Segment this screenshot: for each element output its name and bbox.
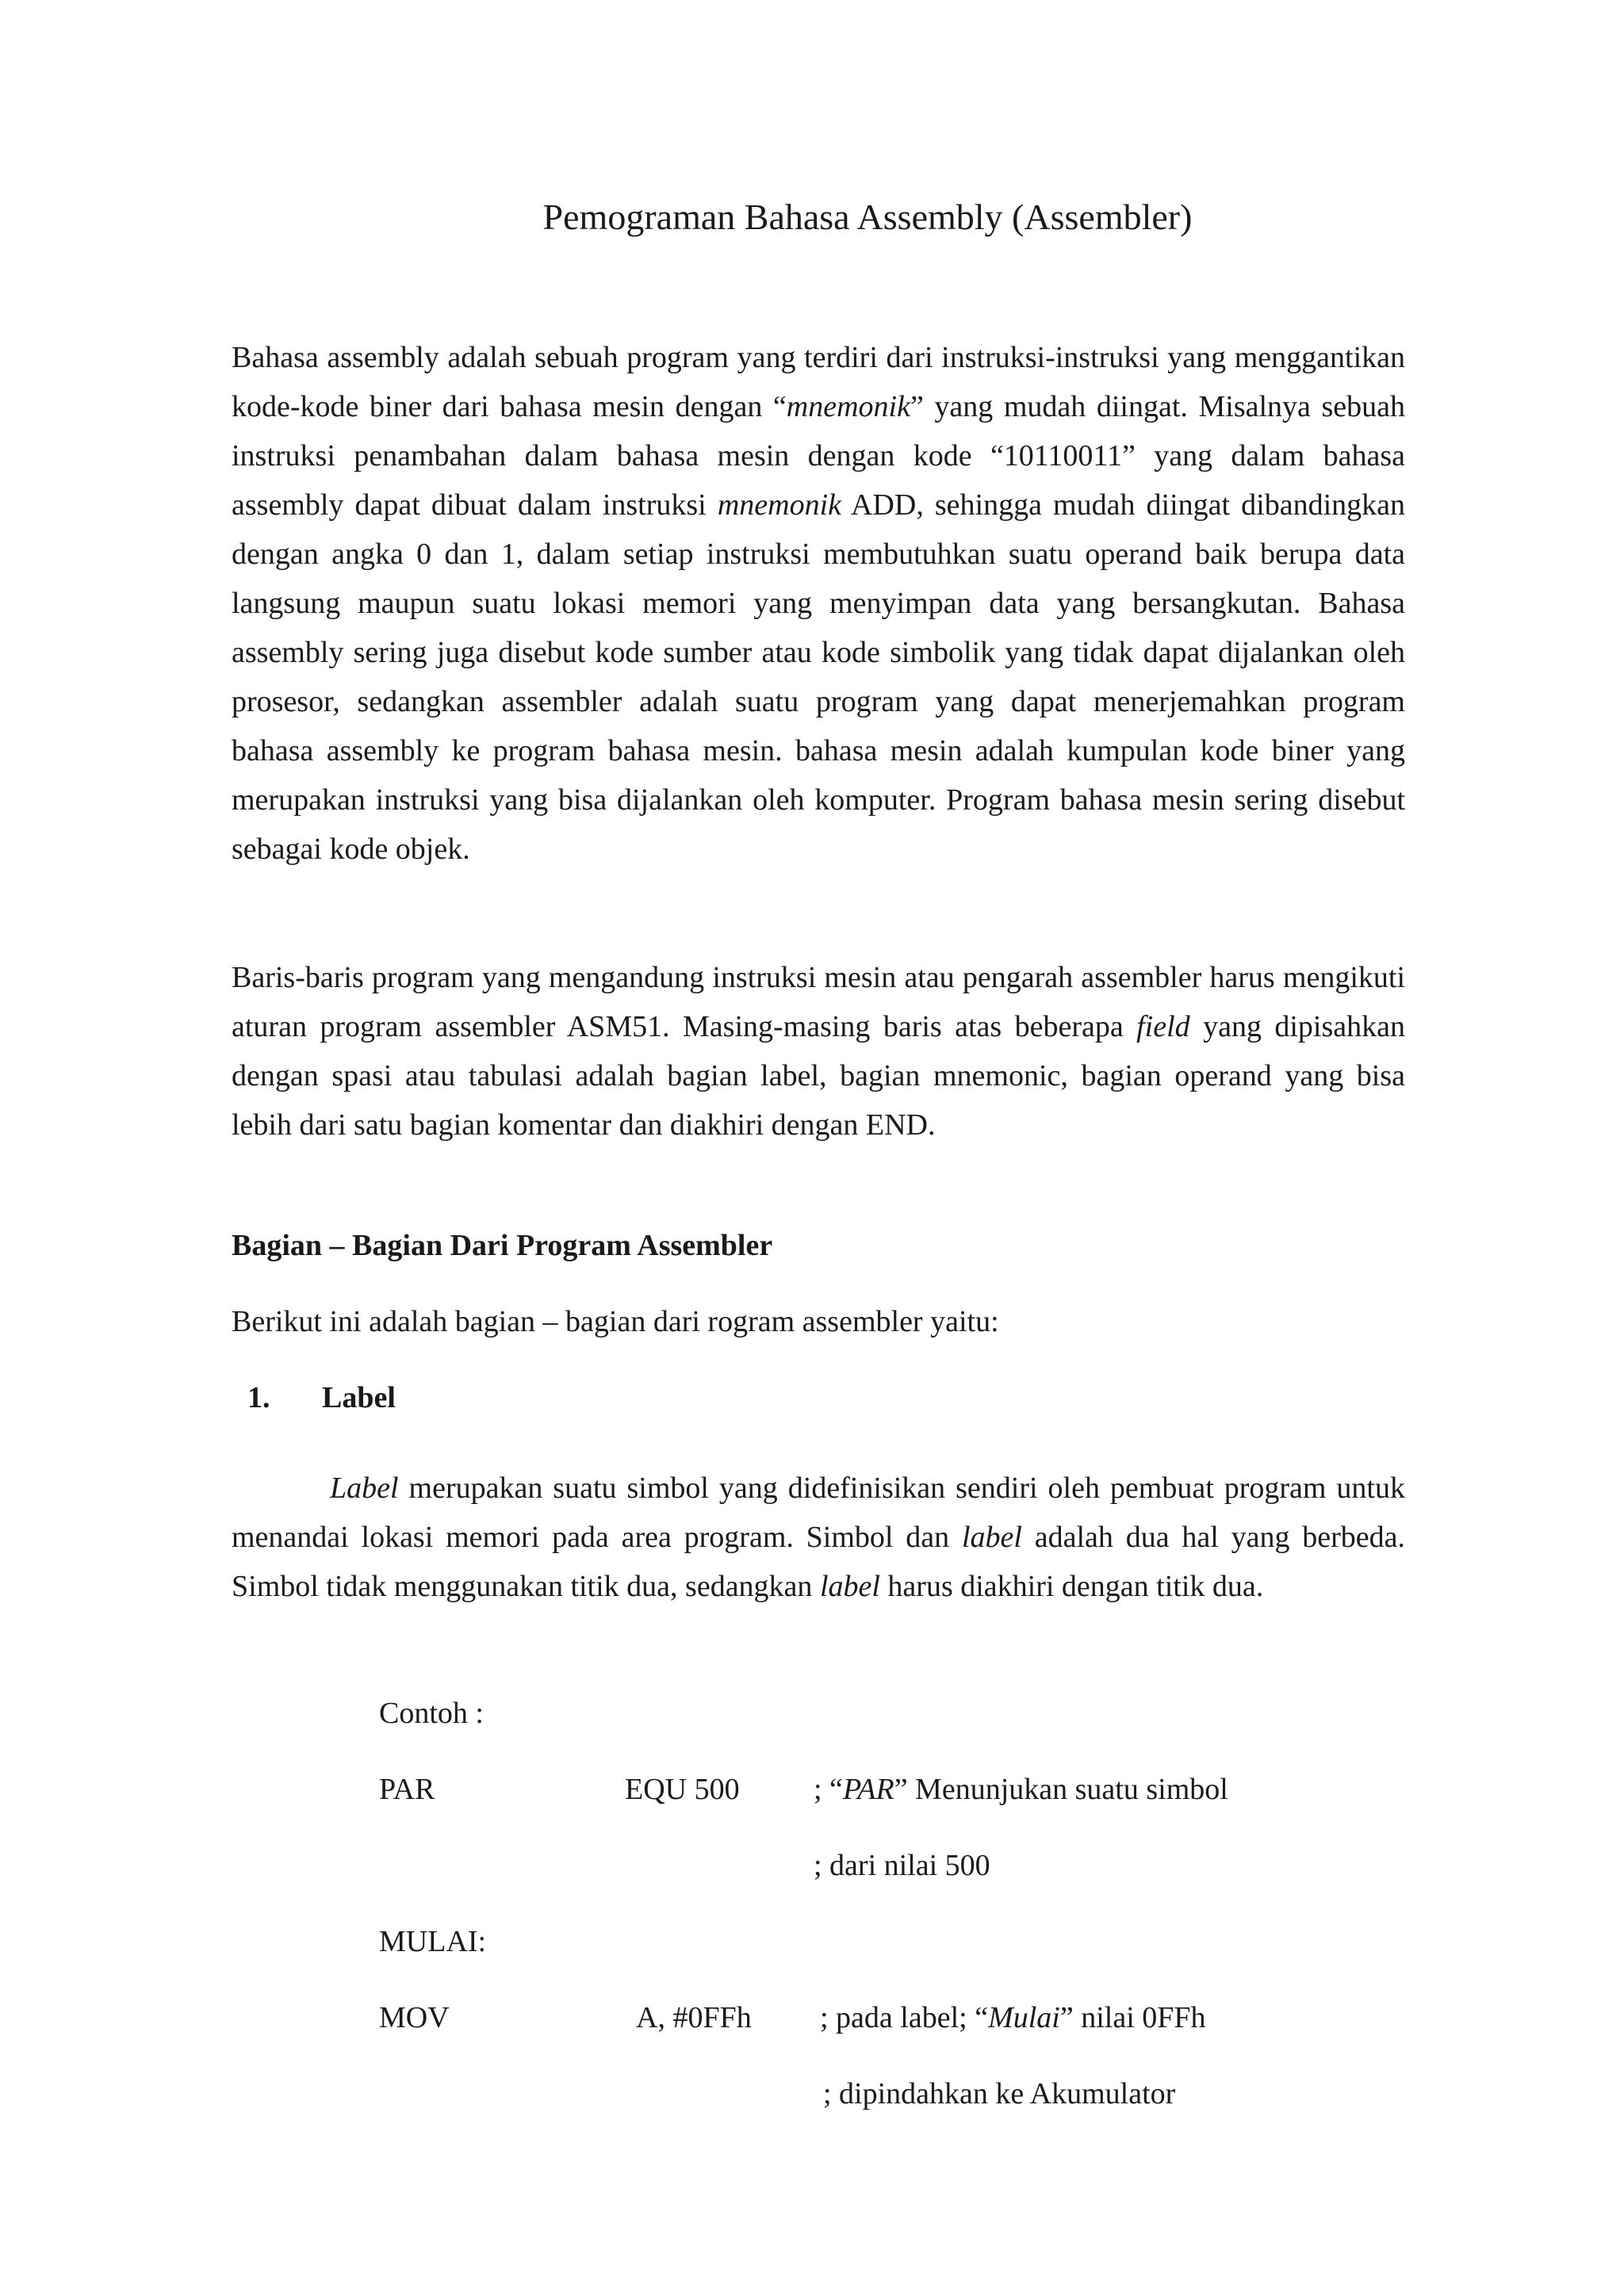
code-label-par: PAR xyxy=(379,1773,435,1806)
paragraph-label-definition xyxy=(232,1464,1405,1611)
paragraph-text: Bahasa assembly adalah sebuah program yang terdiri dari instruksi-instruksi yang menggantikan kode-kode biner dari bahasa mesin dengan “ xyxy=(232,341,1405,423)
paragraph-text: harus diakhiri dengan titik dua. xyxy=(879,1570,1264,1603)
paragraph-text: merupakan suatu simbol yang didefinisikan sendiri oleh pembuat program untuk menandai lokasi memori pada area program. Simbol dan xyxy=(232,1471,1405,1554)
paragraph-text: yang dipisahkan dengan spasi atau tabulasi adalah bagian label, bagian mnemonic, bagian operand yang bisa lebih dari satu bagian komentar dan diakhiri dengan END. xyxy=(232,1010,1405,1142)
section-heading: Bagian – Bagian Dari Program Assembler xyxy=(232,1229,773,1262)
emphasis-label: Label xyxy=(330,1471,399,1505)
paragraph-text: adalah dua hal yang berbeda. Simbol tidak menggunakan titik dua, sedangkan xyxy=(232,1521,1405,1603)
emphasis-field: field xyxy=(1136,1010,1190,1043)
comment-text: ; “ xyxy=(814,1773,843,1806)
paragraph-text: ” yang mudah diingat. Misalnya sebuah instruksi penambahan dalam bahasa mesin dengan kode “10110011” yang dalam bahasa assembly dapat dibuat dalam instruksi xyxy=(232,390,1405,522)
comment-text: ; pada label; “ xyxy=(820,2001,989,2034)
paragraph-program-lines xyxy=(232,953,1405,1150)
code-label-mulai: MULAI: xyxy=(379,1925,487,1958)
paragraph-text: Baris-baris program yang mengandung instruksi mesin atau pengarah assembler harus mengikuti aturan program assembler ASM51. Masing-masing baris atas beberapa xyxy=(232,961,1405,1043)
code-comment xyxy=(820,1993,1206,2042)
document-title: Pemograman Bahasa Assembly (Assembler) xyxy=(542,197,1193,237)
emphasis-label: label xyxy=(961,1521,1022,1554)
emphasis-mnemonik: mnemonik xyxy=(717,488,842,522)
list-item-label: Label xyxy=(322,1381,396,1414)
code-comment xyxy=(814,1765,1228,1814)
emphasis-label: label xyxy=(819,1570,880,1603)
comment-emphasis: PAR xyxy=(842,1773,894,1806)
code-comment: ; dari nilai 500 xyxy=(814,1849,990,1882)
comment-text: ” nilai 0FFh xyxy=(1059,2001,1206,2034)
section-intro: Berikut ini adalah bagian – bagian dari rogram assembler yaitu: xyxy=(232,1305,999,1338)
comment-emphasis: Mulai xyxy=(988,2001,1060,2034)
paragraph-assembly-definition xyxy=(232,333,1405,874)
paragraph-text: ADD, sehingga mudah diingat dibandingkan dengan angka 0 dan 1, dalam setiap instruksi membutuhkan suatu operand baik berupa data langsung maupun suatu lokasi memori yang menyimpan data yang bersangkutan. Bahasa assembly sering juga disebut kode sumber atau kode simbolik yang tidak dapat dijalankan oleh prosesor, sedangkan assembler adalah suatu program yang dapat menerjemahkan program bahasa assembly ke program bahasa mesin. bahasa mesin adalah kumpulan kode biner yang merupakan instruksi yang bisa dijalankan oleh komputer. Program bahasa mesin sering disebut sebagai kode objek. xyxy=(232,488,1406,866)
emphasis-mnemonik: mnemonik xyxy=(786,390,910,423)
list-item-number: 1. xyxy=(247,1381,270,1414)
code-comment: ; dipindahkan ke Akumulator xyxy=(823,2077,1176,2110)
comment-text: ” Menunjukan suatu simbol xyxy=(894,1773,1228,1806)
code-operands: A, #0FFh xyxy=(636,2001,752,2034)
code-instruction-equ: EQU 500 xyxy=(625,1773,740,1806)
example-heading: Contoh : xyxy=(379,1697,484,1730)
code-mnemonic-mov: MOV xyxy=(379,2001,450,2034)
